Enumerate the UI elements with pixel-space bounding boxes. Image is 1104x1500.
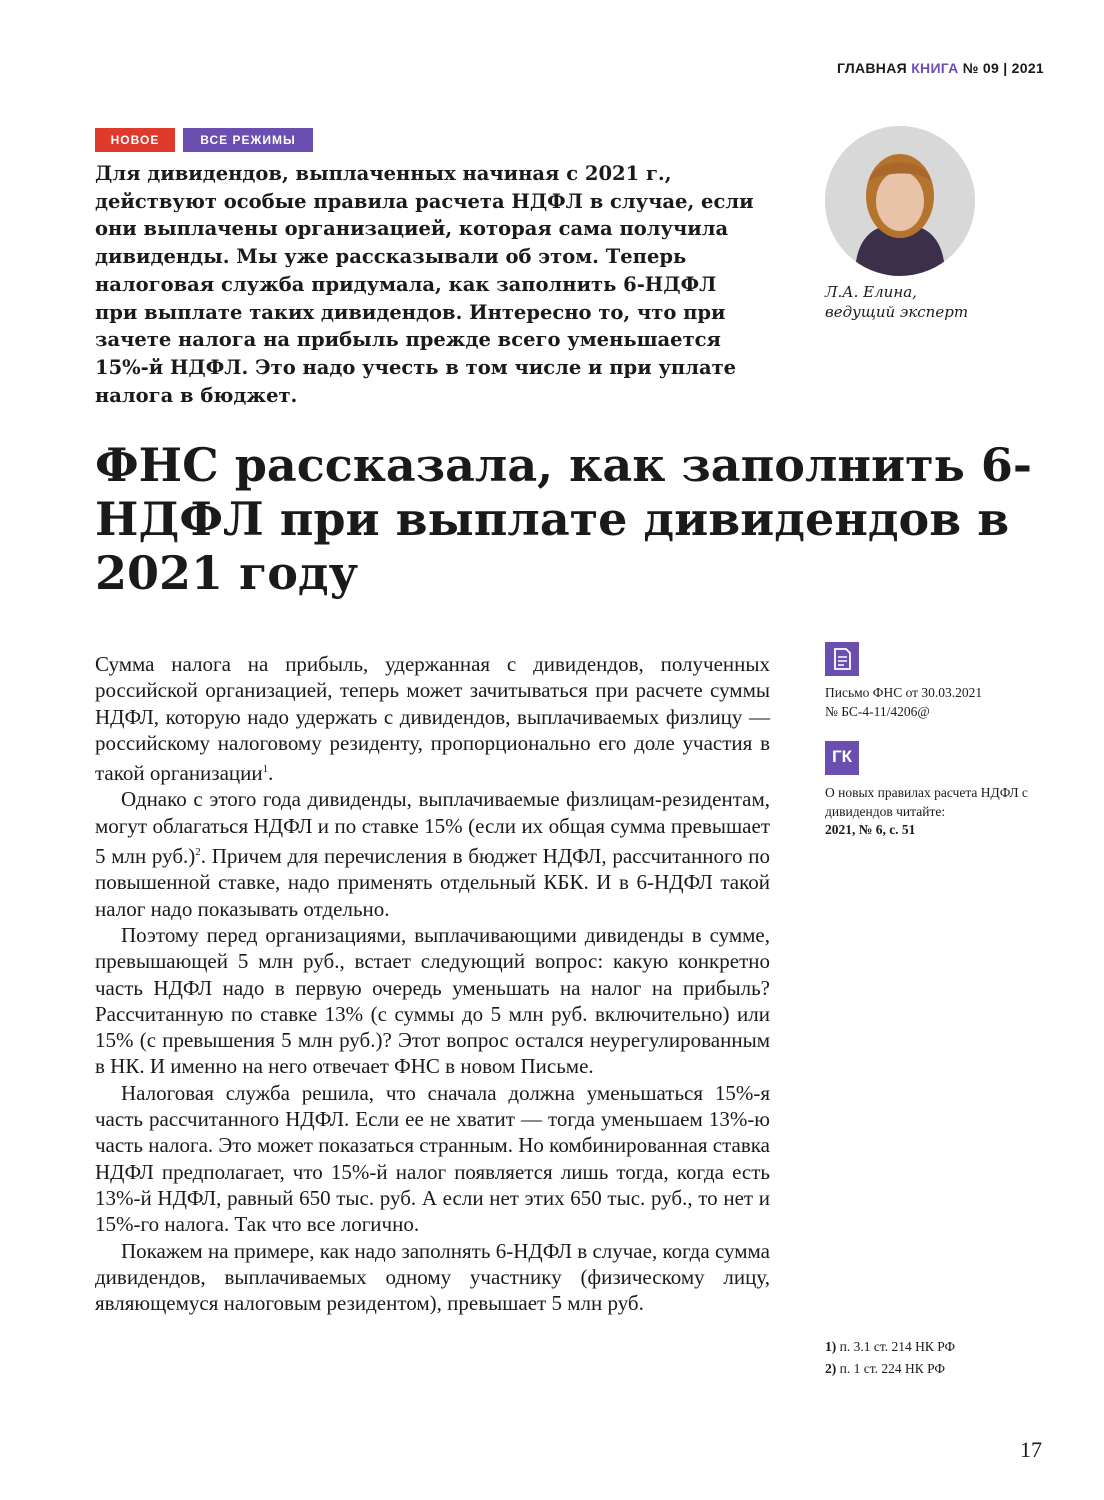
issue-number: № 09 | 2021 (962, 60, 1044, 76)
brand-name: ГЛАВНАЯ (836, 60, 907, 76)
body-paragraph-3: Поэтому перед организациями, выплачивающими дивиденды в сумме, превышающей 5 млн руб., встает следующий вопрос: какую конкретно часть НДФЛ надо в первую очередь уменьшать на налог на прибыль? Рассчитанную по ставке 13% (с суммы до 5 млн руб. включительно) или 15% (с превышения 5 млн руб.)? Этот вопрос остался неурегулированным в НК. И именно на него отвечает ФНС в новом Письме. (95, 922, 770, 1079)
footnote-ref-1[interactable]: 1 (262, 763, 269, 776)
gk-logo-icon (825, 741, 859, 775)
body-text: Однако с этого года дивиденды, выплачиваемые физлицам-резидентам, могут облагаться НДФЛ и по ставке 15% (если их общая сумма превышает 5 млн руб.) (95, 787, 770, 869)
body-text: Сумма налога на прибыль, удержанная с дивидендов, полученных российской организацией, теперь может зачитываться при расчете суммы НДФЛ, которую надо удержать с дивидендов, выплачиваемых физлицу — российскому налоговому резиденту, пропорционально его доле участия в такой организации (95, 652, 770, 786)
footnote-1 (825, 1336, 955, 1358)
body-paragraph-1 (95, 651, 770, 786)
footnotes (825, 1336, 955, 1380)
brand-name-accent: КНИГА (911, 60, 959, 76)
footnote-text: п. 3.1 ст. 214 НК РФ (839, 1339, 956, 1354)
article-body (95, 651, 770, 1316)
lead-paragraph: Для дивидендов, выплаченных начиная с 2021 г., действуют особые правила расчета НДФЛ в случае, если они выплачены организацией, которая сама получила дивиденды. Мы уже рассказывали об этом. Теперь налоговая служба придумала, как заполнить 6-НДФЛ при выплате таких дивидендов. Интересно то, что при зачете налога на прибыль прежде всего уменьшается 15%-й НДФЛ. Это надо учесть в том числе и при уплате налога в бюджет. (95, 162, 754, 407)
footnote-2 (825, 1358, 955, 1380)
magazine-header (837, 60, 1044, 76)
body-paragraph-4: Налоговая служба решила, что сначала должна уменьшаться 15%-я часть рассчитанного НДФЛ. Если ее не хватит — тогда уменьшаем 13%-ю часть налога. Это может показаться странным. Но комбинированная ставка НДФЛ предполагает, что 15%-й налог появляется лишь тогда, когда есть 13%-й НДФЛ, равный 650 тыс. руб. А если нет этих 650 тыс. руб., то нет и 15%-го налога. Так что все логично. (95, 1080, 770, 1237)
author-role: ведущий эксперт (825, 303, 969, 321)
tag-all-regimes: ВСЕ РЕЖИМЫ (183, 128, 313, 152)
author-name: Л.А. Елина, (825, 283, 917, 301)
cross-reference (825, 784, 1030, 840)
author-photo (825, 126, 975, 276)
footnote-number: 1) (825, 1339, 837, 1354)
article-title: ФНС рассказала, как заполнить 6-НДФЛ при выплате дивидендов в 2021 году (95, 438, 1033, 600)
gk-logo-text: ГК (831, 747, 852, 766)
body-paragraph-5: Покажем на примере, как надо заполнять 6-НДФЛ в случае, когда сумма дивидендов, выплачиваемых одному участнику (физическому лицу, являющемуся налоговым резидентом), превышает 5 млн руб. (95, 1238, 770, 1316)
document-reference-line1: Письмо ФНС от 30.03.2021 (825, 685, 983, 700)
document-reference (825, 684, 982, 721)
body-paragraph-2 (95, 786, 770, 921)
cross-reference-link[interactable]: 2021, № 6, с. 51 (825, 822, 916, 837)
page-number: 17 (1020, 1437, 1042, 1462)
category-tags (95, 128, 313, 152)
author-caption (825, 282, 968, 322)
document-icon (825, 642, 859, 676)
tag-new: НОВОЕ (95, 128, 175, 152)
cross-reference-text: О новых правилах расчета НДФЛ с дивидендов читайте: (825, 785, 1028, 819)
body-text: . Причем для перечисления в бюджет НДФЛ, рассчитанного по повышенной ставке, надо применять отдельный КБК. И в 6-НДФЛ такой налог надо показывать отдельно. (95, 844, 770, 921)
document-reference-line2: № БС-4-11/4206@ (825, 703, 930, 719)
footnote-text: п. 1 ст. 224 НК РФ (839, 1361, 946, 1376)
footnote-number: 2) (825, 1361, 837, 1376)
footnote-ref-2[interactable]: 2 (195, 846, 201, 859)
body-text: . (268, 761, 274, 786)
